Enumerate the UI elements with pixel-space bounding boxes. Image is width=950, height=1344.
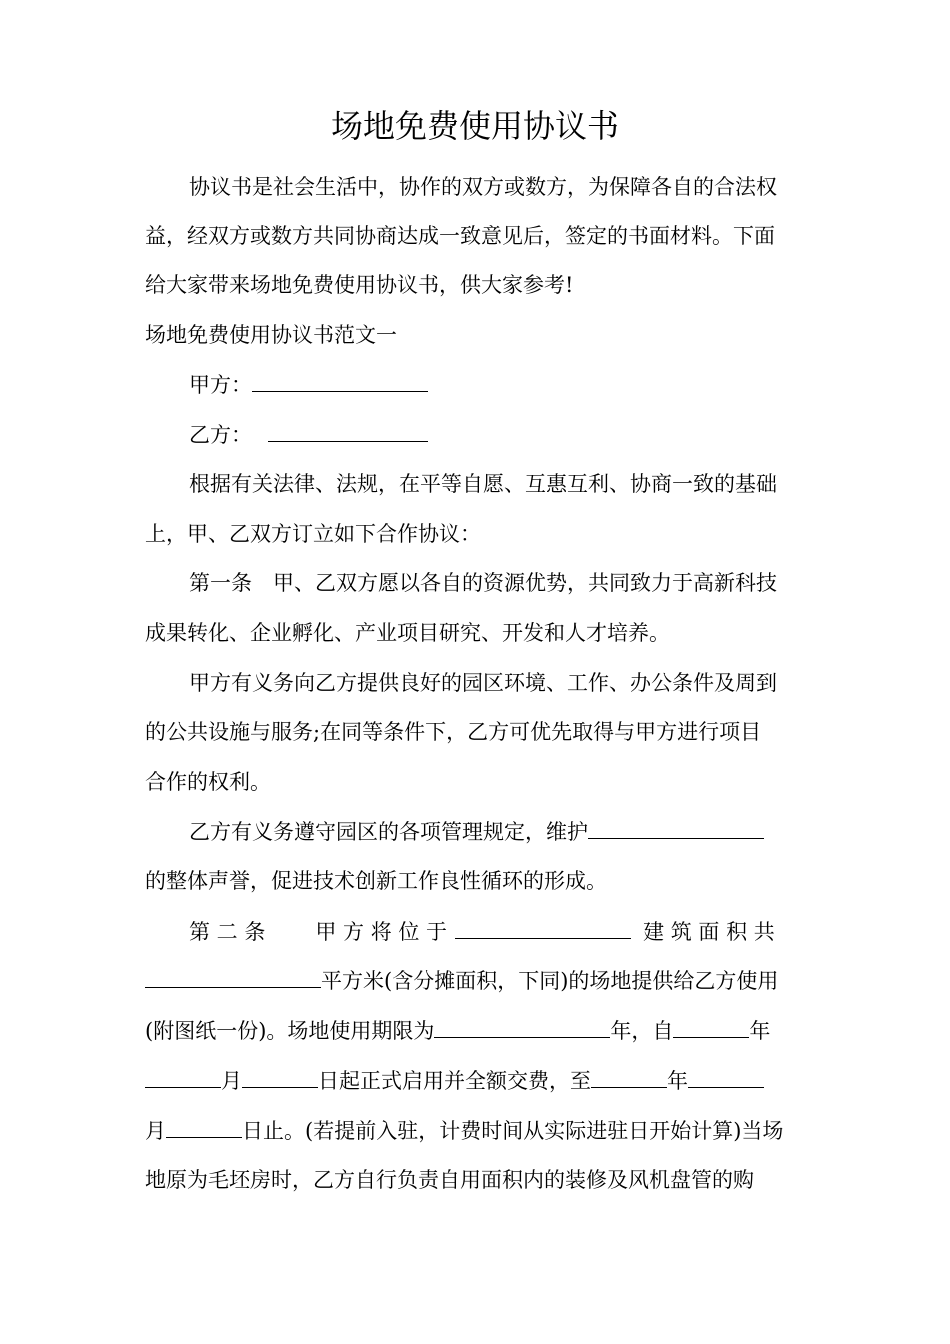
end-month-blank xyxy=(688,1067,764,1088)
month-label-2: 月 xyxy=(145,1119,166,1143)
article2-line-5 xyxy=(145,1116,807,1146)
end-day-blank xyxy=(166,1117,242,1138)
basis-line-2: 上，甲、乙双方订立如下合作协议： xyxy=(145,522,481,546)
article2-line-3 xyxy=(145,1016,807,1046)
section-heading: 场地免费使用协议书范文一 xyxy=(145,323,397,347)
party-b-line xyxy=(189,420,807,450)
month-label-1: 月 xyxy=(221,1069,242,1093)
article1-line-2: 成果转化、企业孵化、产业项目研究、开发和人才培养。 xyxy=(145,621,670,645)
year-label-2: 年 xyxy=(667,1069,688,1093)
article2-text-b: 建 筑 面 积 共 xyxy=(643,920,775,944)
years-from-text: 年，自 xyxy=(610,1019,674,1043)
year-label-1: 年 xyxy=(749,1019,771,1043)
intro-line-2: 益，经双方或数方共同协商达成一致意见后，签定的书面材料。下面 xyxy=(145,224,775,248)
article2-line-1 xyxy=(189,917,807,947)
article2-label: 第 二 条 xyxy=(189,920,266,944)
intro-line-3: 给大家带来场地免费使用协议书，供大家参考! xyxy=(145,273,574,297)
party-b-label: 乙方： xyxy=(189,423,252,447)
article2-line-2 xyxy=(145,966,807,996)
article2-line-4 xyxy=(145,1066,807,1096)
party-a-duty-line-3: 合作的权利。 xyxy=(145,770,271,794)
location-blank xyxy=(455,918,631,939)
area-text: 平方米(含分摊面积，下同)的场地提供给乙方使用 xyxy=(321,969,779,993)
intro-line-1: 协议书是社会生活中，协作的双方或数方，为保障各自的合法权 xyxy=(189,175,777,199)
maintain-blank xyxy=(588,818,764,839)
article2-line-6: 地原为毛坯房时，乙方自行负责自用面积内的装修及风机盘管的购 xyxy=(145,1168,754,1192)
start-year-blank xyxy=(673,1017,749,1038)
party-a-line xyxy=(189,370,807,400)
document-title: 场地免费使用协议书 xyxy=(330,107,619,145)
start-text: 日起正式启用并全额交费，至 xyxy=(318,1069,591,1093)
party-b-duty-line-2: 的整体声誉，促进技术创新工作良性循环的形成。 xyxy=(145,869,607,893)
party-a-label: 甲方： xyxy=(189,373,252,397)
area-blank xyxy=(145,967,321,988)
end-text: 日止。(若提前入驻，计费时间从实际进驻日开始计算)当场 xyxy=(242,1119,784,1143)
party-b-blank xyxy=(268,421,428,442)
party-a-duty-line-1: 甲方有义务向乙方提供良好的园区环境、工作、办公条件及周到 xyxy=(189,671,777,695)
start-day-blank xyxy=(242,1067,318,1088)
end-year-blank xyxy=(591,1067,667,1088)
start-month-blank xyxy=(145,1067,221,1088)
party-a-duty-line-2: 的公共设施与服务;在同等条件下，乙方可优先取得与甲方进行项目 xyxy=(145,720,762,744)
term-years-blank xyxy=(434,1017,610,1038)
article1-line-1: 第一条 甲、乙双方愿以各自的资源优势，共同致力于高新科技 xyxy=(189,571,777,595)
party-a-blank xyxy=(252,371,428,392)
article2-text-a: 甲 方 将 位 于 xyxy=(315,920,448,944)
party-b-duty-line-1 xyxy=(189,817,807,847)
party-b-duty-text: 乙方有义务遵守园区的各项管理规定，维护 xyxy=(189,820,588,844)
basis-line-1: 根据有关法律、法规，在平等自愿、互惠互利、协商一致的基础 xyxy=(189,472,777,496)
term-text: (附图纸一份)。场地使用期限为 xyxy=(145,1019,435,1043)
